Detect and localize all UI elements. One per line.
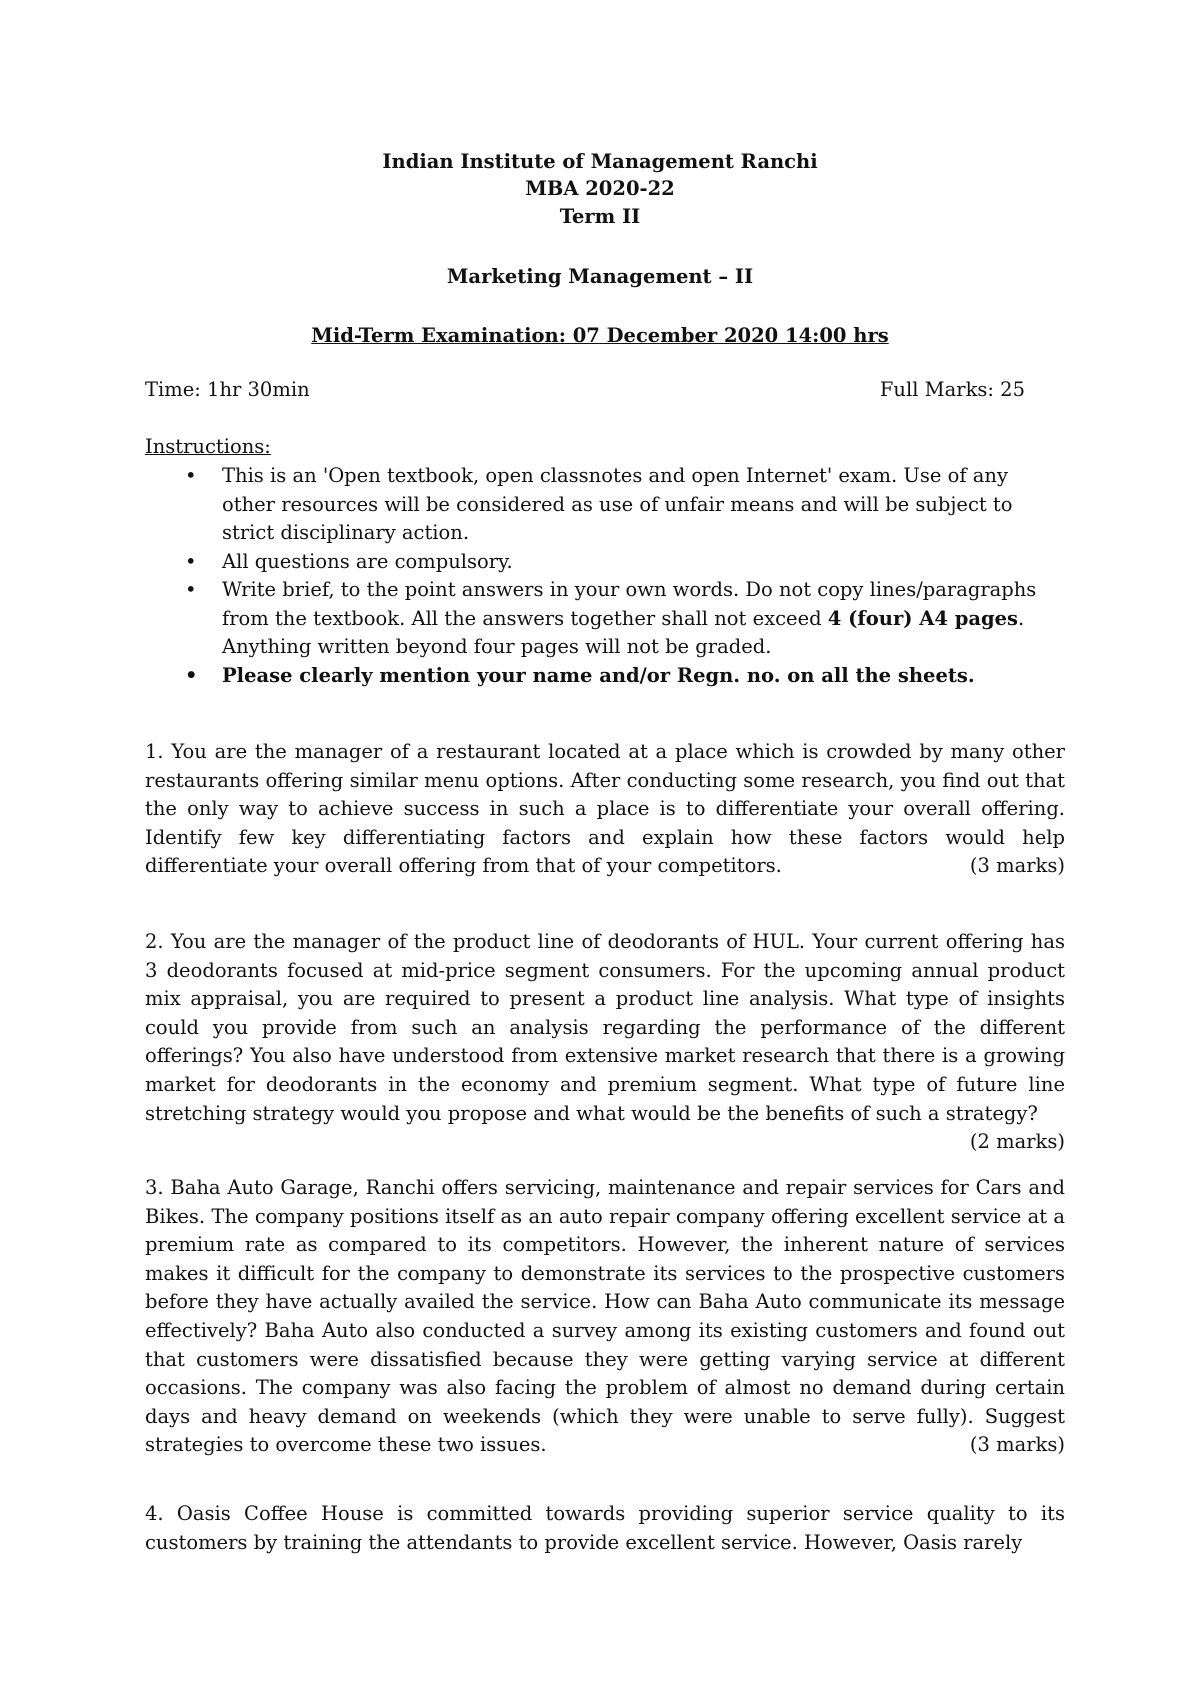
question-3 xyxy=(145,1174,1065,1460)
institute-name: Indian Institute of Management Ranchi xyxy=(382,150,818,173)
instruction-item xyxy=(145,548,1065,577)
instruction-text: Please clearly mention your name and/or Regn. no. on all the sheets. xyxy=(222,663,975,687)
question-marks: (2 marks) xyxy=(969,1130,1065,1154)
instruction-text: This is an 'Open textbook, open classnotes and open Internet' exam. Use of any other resources will be considered as use of unfair means and will be subject to strict disciplinary action. xyxy=(222,464,1013,544)
instruction-item xyxy=(145,462,1065,548)
bullet-icon: • xyxy=(185,464,197,487)
course-title: Marketing Management – II xyxy=(446,265,754,288)
question-2 xyxy=(145,928,1065,1157)
instructions-title: Instructions: xyxy=(145,435,271,458)
instruction-text xyxy=(222,578,1036,658)
instructions-list xyxy=(145,462,1065,690)
question-1 xyxy=(145,738,1065,881)
exam-full-marks: Full Marks: 25 xyxy=(879,378,1025,401)
page-limit-emphasis: 4 (four) A4 pages xyxy=(827,606,1019,630)
instruction-text-part: Write brief, to the point answers in your own words. Do not copy lines/paragraphs from the textbook. All the answers together shall not exceed xyxy=(222,578,1037,630)
instruction-item xyxy=(145,576,1065,662)
question-marks: (3 marks) xyxy=(969,1433,1065,1457)
exam-time: Time: 1hr 30min xyxy=(145,378,310,401)
question-marks: (3 marks) xyxy=(969,854,1065,878)
question-4 xyxy=(145,1500,1065,1557)
instruction-item xyxy=(145,662,1065,691)
program-name: MBA 2020-22 xyxy=(525,177,675,200)
bullet-icon: • xyxy=(185,578,197,601)
bullet-icon: • xyxy=(185,549,197,573)
instruction-text-part: . Anything written beyond four pages will not be graded. xyxy=(222,606,1025,658)
instruction-text: All questions are compulsory. xyxy=(222,549,513,573)
question-text: 1. You are the manager of a restaurant located at a place which is crowded by many other restaurants offering similar menu options. After conducting some research, you find out that the only way to achieve success in such a place is to differentiate your overall offering. Identify few key differentiating factors and explain how these factors would help differentiate your overall offering from that of your competitors. xyxy=(145,740,1065,878)
question-text: 2. You are the manager of the product line of deodorants of HUL. Your current offering has 3 deodorants focused at mid-price segment consumers. For the upcoming annual product mix appraisal, you are required to present a product line analysis. What type of insights could you provide from such an analysis regarding the performance of the different offerings? You also have understood from extensive market research that there is a growing market for deodorants in the economy and premium segment. What type of future line stretching strategy would you propose and what would be the benefits of such a strategy? xyxy=(145,930,1065,1125)
question-text: 3. Baha Auto Garage, Ranchi offers servicing, maintenance and repair services for Cars and Bikes. The company positions itself as an auto repair company offering excellent service at a premium rate as compared to its competitors. However, the inherent nature of services makes it difficult for the company to demonstrate its services to the prospective customers before they have actually availed the service. How can Baha Auto communicate its message effectively? Baha Auto also conducted a survey among its existing customers and found out that customers were dissatisfied because they were getting varying service at different occasions. The company was also facing the problem of almost no demand during certain days and heavy demand on weekends (which they were unable to serve fully). Suggest strategies to overcome these two issues. xyxy=(145,1176,1065,1457)
bullet-icon: • xyxy=(185,663,198,687)
exam-title: Mid-Term Examination: 07 December 2020 14:00 hrs xyxy=(311,324,889,347)
question-text: 4. Oasis Coffee House is committed towards providing superior service quality to its customers by training the attendants to provide excellent service. However, Oasis rarely xyxy=(145,1502,1065,1554)
term-label: Term II xyxy=(559,205,641,228)
